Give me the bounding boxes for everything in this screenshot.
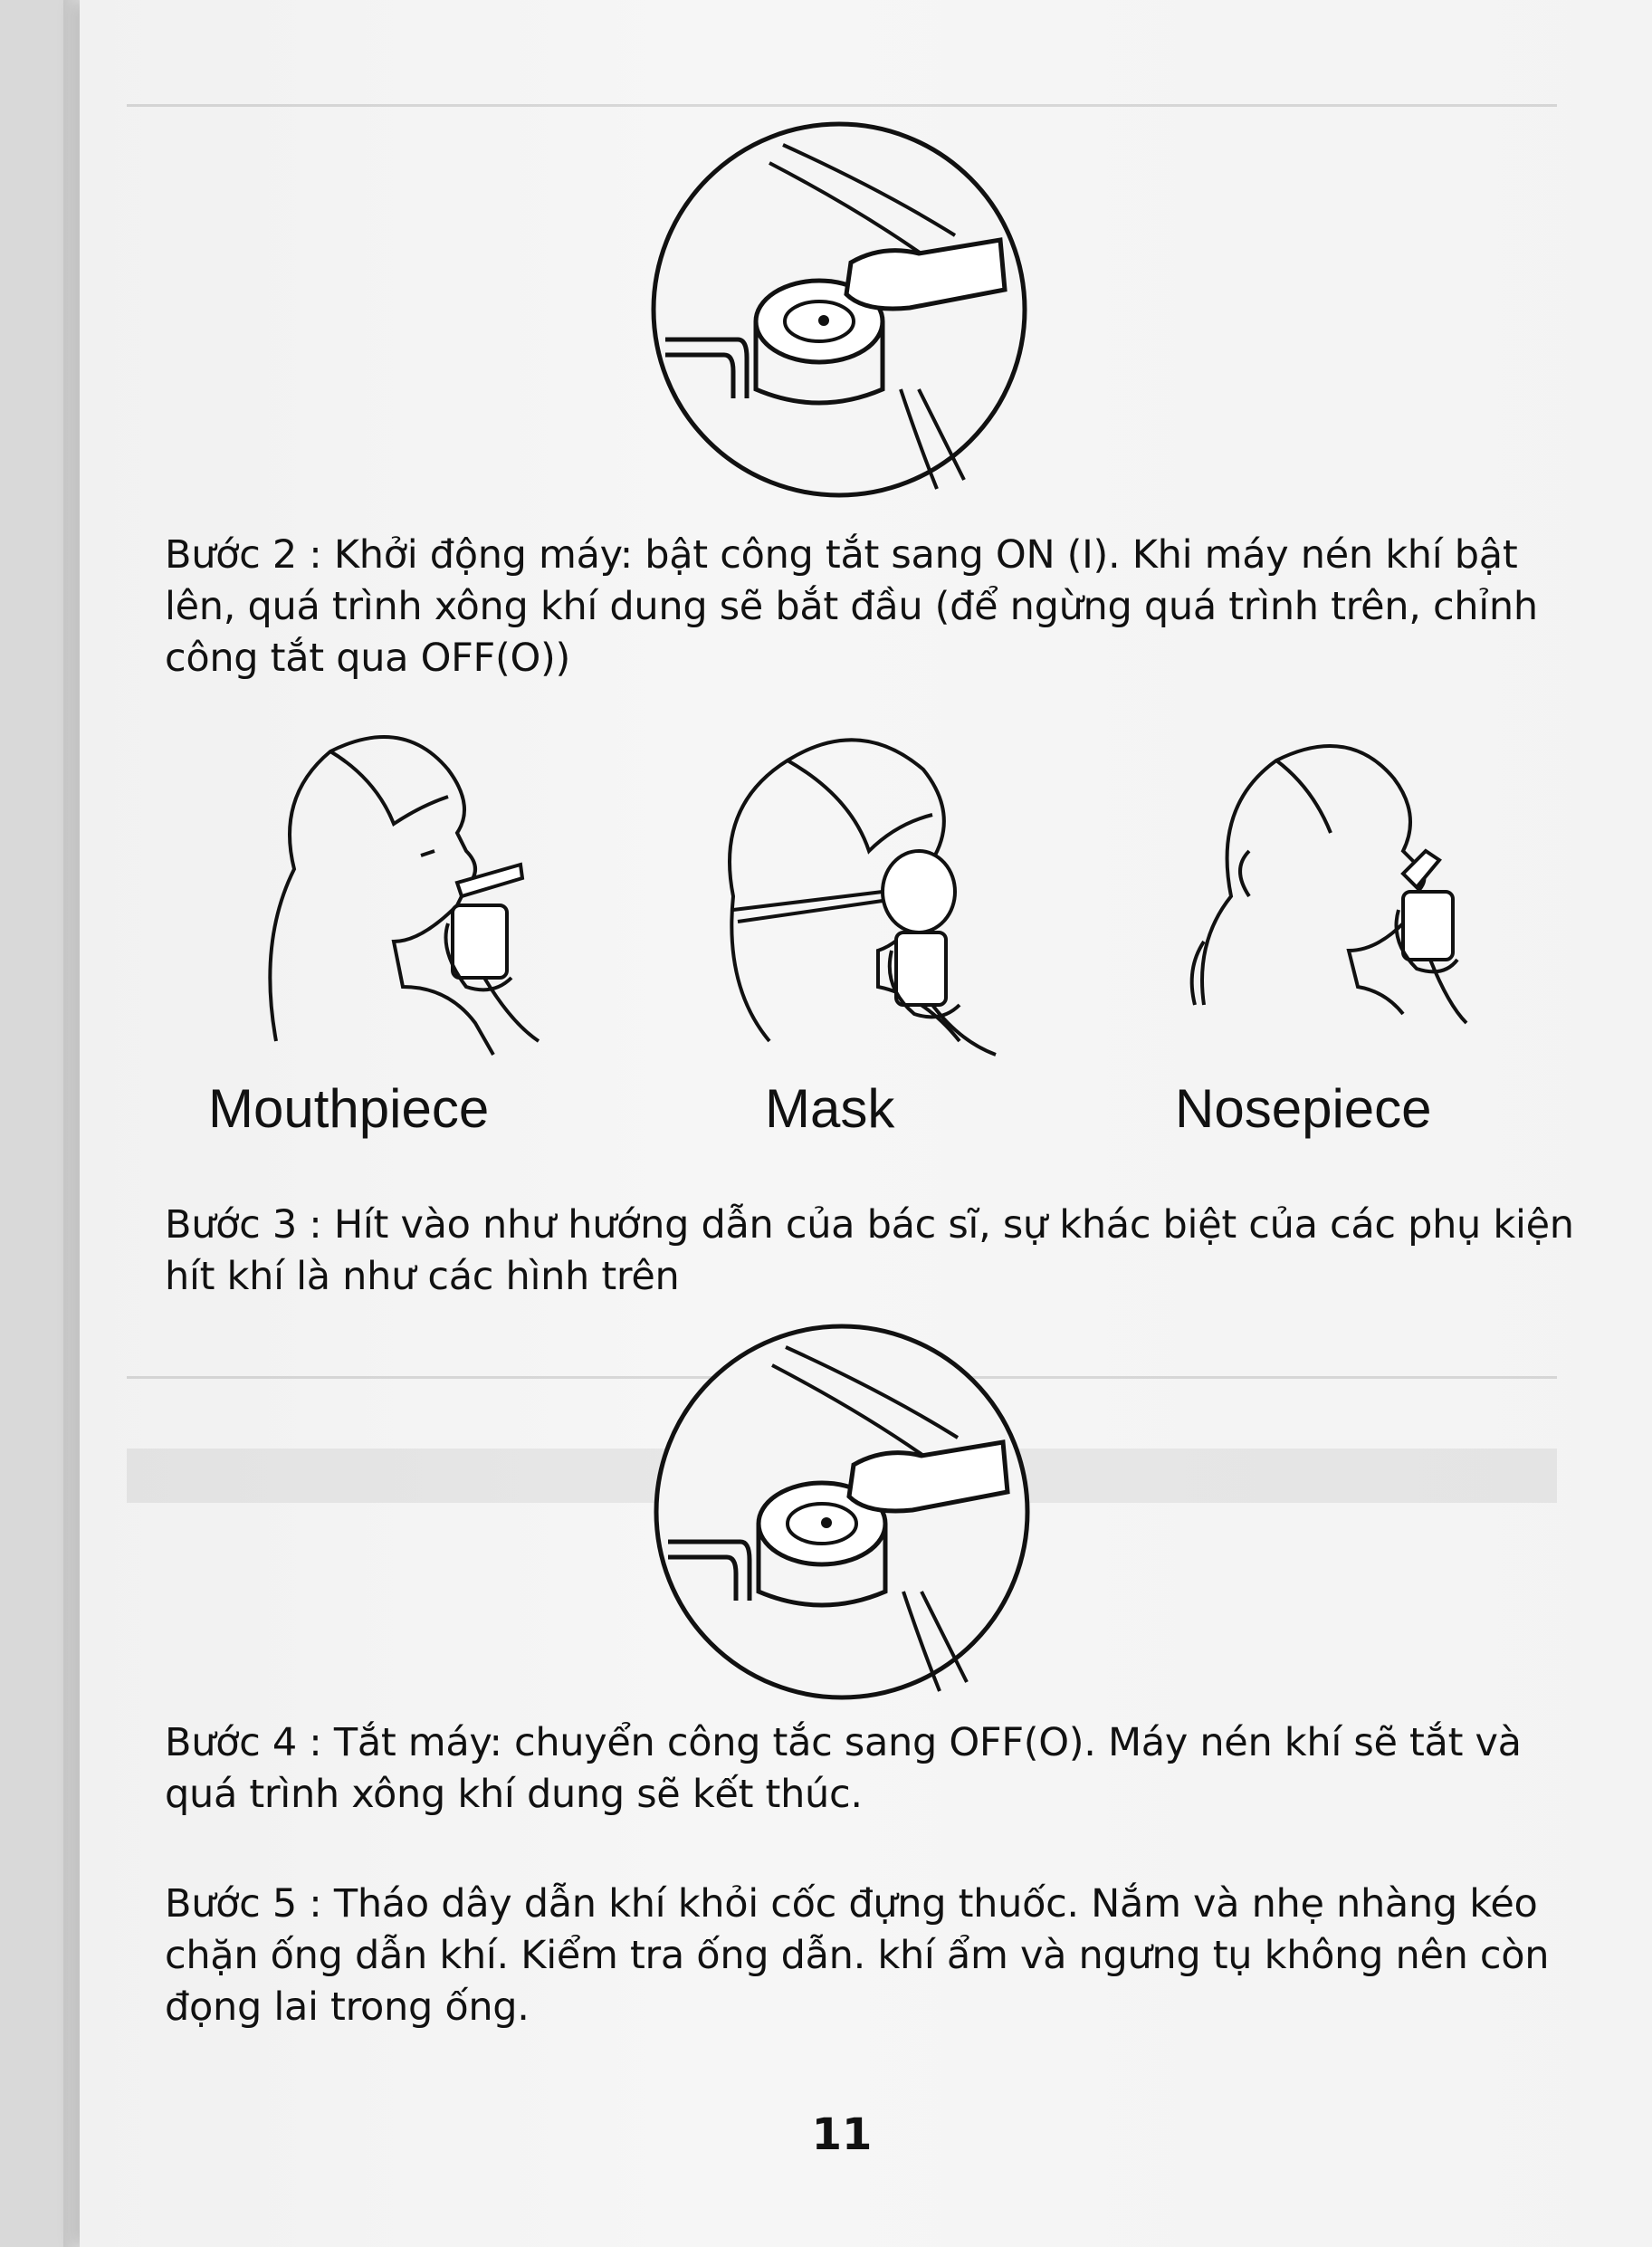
mask-figure — [697, 715, 1014, 1068]
nosepiece-figure — [1177, 715, 1475, 1059]
nebulizer-disconnect-bottom-illustration — [650, 1320, 1035, 1705]
nosepiece-label: Nosepiece — [1175, 1078, 1432, 1139]
mouthpiece-figure — [240, 715, 548, 1059]
mouthpiece-label: Mouthpiece — [208, 1078, 490, 1139]
step-4-text: Bước 4 : Tắt máy: chuyển công tắc sang OFF(O). Máy nén khí sẽ tắt và quá trình xông khí dung sẽ kết thúc. — [165, 1720, 1522, 1817]
step-2-text: Bước 2 : Khởi động máy: bật công tắt sang ON (I). Khi máy nén khí bật lên, quá trình xông khí dung sẽ bắt đầu (để ngừng quá trình trên, chỉnh công tắt qua OFF(O)) — [165, 532, 1538, 681]
nebulizer-connect-top-illustration — [647, 118, 1032, 502]
step-3-text: Bước 3 : Hít vào như hướng dẫn của bác sĩ, sự khác biệt của các phụ kiện hít khí là như các hình trên — [165, 1202, 1574, 1299]
mask-label: Mask — [765, 1078, 895, 1139]
bleed-rule — [127, 104, 1557, 107]
step-5-text: Bước 5 : Tháo dây dẫn khí khỏi cốc đựng thuốc. Nắm và nhẹ nhàng kéo chặn ống dẫn khí. Kiểm tra ống dẫn. khí ẩm và ngưng tụ không nên còn đọng lai trong ống. — [165, 1881, 1550, 2030]
page-number: 11 — [811, 2109, 873, 2160]
